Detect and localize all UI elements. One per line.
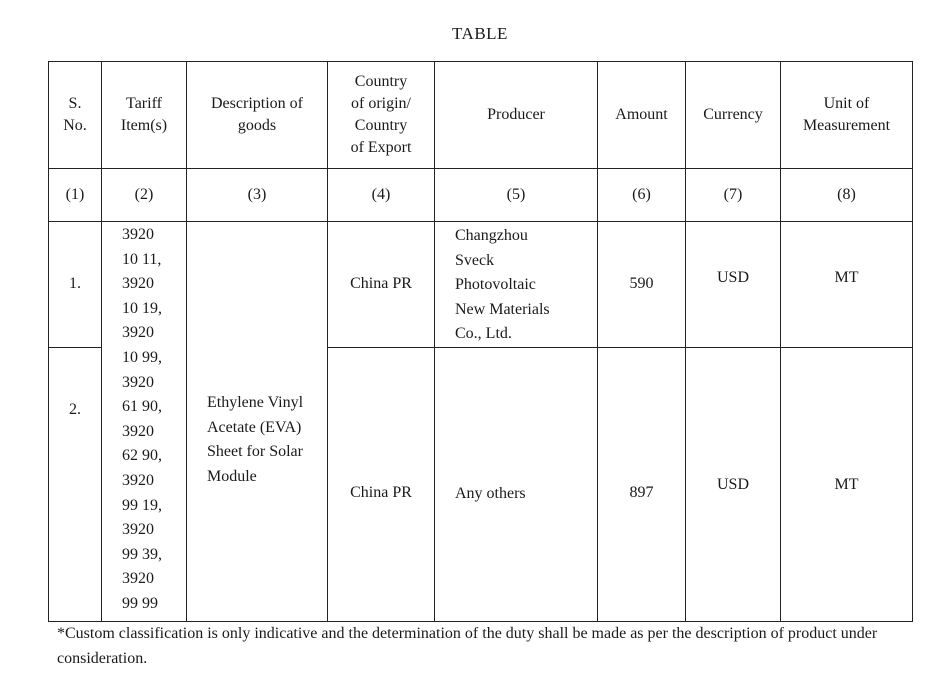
currency-cell: USD <box>686 347 781 621</box>
serial-number: 2. <box>49 347 102 621</box>
amount-cell: 897 <box>598 347 686 621</box>
footnote: *Custom classification is only indicative and the determination of the duty shall be made as per the description of product under consideration. <box>57 625 878 667</box>
header-description: Description of goods <box>187 62 328 169</box>
tariff-item: 3920 <box>122 521 154 539</box>
tariff-item: 10 19, <box>122 299 162 317</box>
column-number: (8) <box>781 169 913 222</box>
tariff-item: 3920 <box>122 373 154 391</box>
description-line: Module <box>207 468 257 486</box>
header-producer: Producer <box>435 62 598 169</box>
column-number: (7) <box>686 169 781 222</box>
tariff-item: 99 39, <box>122 545 162 563</box>
tariff-item: 3920 <box>122 422 154 440</box>
header-tariff: Tariff Item(s) <box>102 62 187 169</box>
unit-cell: MT <box>781 222 913 348</box>
amount-cell: 590 <box>598 222 686 348</box>
producer-cell <box>435 347 598 621</box>
column-number: (6) <box>598 169 686 222</box>
tariff-item: 99 99 <box>122 594 158 612</box>
description-line: Ethylene Vinyl <box>207 394 304 412</box>
producer-line: Photovoltaic <box>455 276 536 294</box>
table-title: TABLE <box>452 24 508 43</box>
producer-line: Sveck <box>455 251 495 269</box>
column-number: (5) <box>435 169 598 222</box>
tariff-item: 62 90, <box>122 447 162 465</box>
description-line: Sheet for Solar <box>207 443 303 461</box>
column-number: (3) <box>187 169 328 222</box>
column-number: (4) <box>328 169 435 222</box>
header-row <box>49 62 913 169</box>
tariff-item: 10 99, <box>122 348 162 366</box>
tariff-item: 3920 <box>122 275 154 293</box>
column-number-row <box>49 169 913 222</box>
header-sno: S. No. <box>49 62 102 169</box>
column-number: (2) <box>102 169 187 222</box>
duty-table <box>48 61 913 622</box>
tariff-item: 99 19, <box>122 496 162 514</box>
table-row <box>49 222 913 348</box>
description-line: Acetate (EVA) <box>207 418 302 436</box>
country-cell: China PR <box>328 222 435 348</box>
tariff-item: 3920 <box>122 570 154 588</box>
producer-cell <box>435 222 598 348</box>
producer-line: New Materials <box>455 300 550 318</box>
tariff-item: 10 11, <box>122 250 162 268</box>
tariff-item: 3920 <box>122 324 154 342</box>
serial-number: 1. <box>49 222 102 348</box>
producer-line: Any others <box>455 485 526 503</box>
tariff-item: 61 90, <box>122 398 162 416</box>
header-amount: Amount <box>598 62 686 169</box>
description-cell <box>187 222 328 622</box>
country-cell: China PR <box>328 347 435 621</box>
tariff-item: 3920 <box>122 471 154 489</box>
producer-line: Co., Ltd. <box>455 325 512 343</box>
header-currency: Currency <box>686 62 781 169</box>
tariff-items-cell <box>102 222 187 622</box>
producer-line: Changzhou <box>455 227 528 244</box>
unit-cell: MT <box>781 347 913 621</box>
tariff-item: 3920 <box>122 226 154 243</box>
header-country: Country of origin/ Country of Export <box>328 62 435 169</box>
column-number: (1) <box>49 169 102 222</box>
header-unit: Unit of Measurement <box>781 62 913 169</box>
currency-cell: USD <box>686 222 781 348</box>
